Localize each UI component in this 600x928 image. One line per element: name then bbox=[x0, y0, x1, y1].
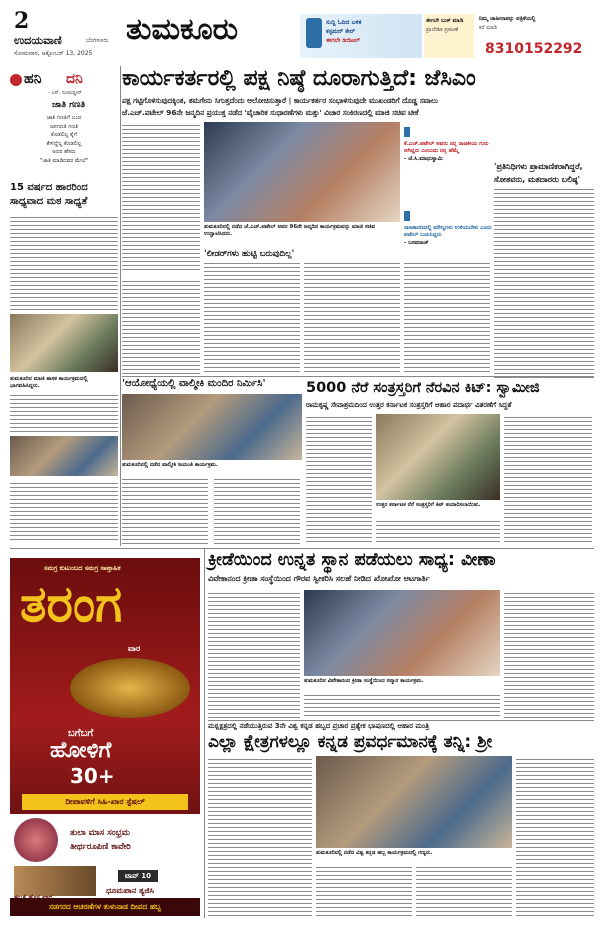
taranga-promo-4: ಟಾಪ್ 10 bbox=[125, 872, 151, 880]
side-headline-1: 'ಪ್ರತಿನಿಧಿಗಳು ಪ್ರಾಮಾಣಿಕರಾಗಿದ್ದರೆ, bbox=[494, 162, 583, 171]
poem-line: "ಜಾತಿ ಮಾಡಿದವರ ಮೇಲೆ" bbox=[39, 157, 89, 164]
story-2-body bbox=[10, 214, 118, 310]
story-4 bbox=[306, 380, 594, 546]
rule bbox=[204, 548, 205, 918]
poem-line: ಜಾತಿ ಗಣತಿಗೆ ಬಂದ bbox=[46, 115, 82, 121]
quote-icon bbox=[404, 211, 410, 221]
poem-line: ಜನಗಣತಿ ಗಣತಿ bbox=[49, 123, 79, 130]
story-4-body-2 bbox=[376, 518, 500, 544]
story-6-body-4 bbox=[516, 756, 594, 916]
quote-2-text: ರಾಜಕಾರಣದಲ್ಲಿ ಮೌಲ್ಯಗಳು ಉಳಿಯಬೇಕು ಎಂದು ಪಟೇಲ್ ಬಯಸಿದ್ದರು bbox=[404, 225, 492, 238]
lead-quote-2 bbox=[404, 206, 492, 247]
column-title-2: ದನಿ bbox=[66, 71, 83, 87]
column-title-1: ಹನಿ bbox=[24, 71, 42, 87]
lead-body-col-2 bbox=[204, 260, 300, 372]
date-line: ಸೋಮವಾರ, ಅಕ್ಟೋಬರ್ 13, 2025 bbox=[14, 50, 93, 57]
phone-number: 8310152292 bbox=[485, 41, 583, 57]
masthead-ad-2 bbox=[424, 14, 474, 58]
column-name: ಜಾತಿ ಗಣತಿ bbox=[52, 100, 86, 110]
taranga-title: ತರಂಗ bbox=[20, 574, 123, 633]
story-6-kicker: ಮಠ್ಷಕ್ಷತ್ರದಲ್ಲಿ ನಡೆಯುತ್ತಿರುವ 3ನೇ ವಿಶ್ವ ಕನ್ನಡ ಹಬ್ಬದ ಪ್ರಚಾರ ಪ್ರತ್ಯೇಕ ಭಾಷಣದಲ್ಲಿ ಆಹಾರ ಮಂತ್ರಿ bbox=[208, 722, 430, 730]
story-2-headline-2: ಸಾಧ್ಯವಾದ ಮಠ ಸಾಧ್ಯತೆ bbox=[10, 196, 88, 207]
taranga-feature-banner bbox=[22, 794, 188, 810]
taranga-feature-1: ಬಗೆಬಗೆ bbox=[68, 728, 94, 739]
story-5-body-3 bbox=[504, 590, 594, 718]
taranga-promo-1: ತುಲಾ ಮಾಸ ಸಂಭ್ರಮ bbox=[70, 828, 130, 838]
story-4-body-3 bbox=[504, 414, 592, 544]
story-4-body bbox=[306, 414, 372, 544]
story-4-headline: 5000 ನೆರೆ ಸಂತ್ರಸ್ತರಿಗೆ ನೆರವಿನ ಕಿಟ್: ಸ್ವಾಮೀಜಿ bbox=[306, 380, 540, 396]
story-5-body-2 bbox=[304, 692, 500, 718]
story-3-headline: 'ಆಯೋಧ್ಯೆಯಲ್ಲಿ ವಾಲ್ಮೀಕಿ ಮಂದಿರ ನಿರ್ಮಿಸಿ' bbox=[122, 378, 266, 389]
rule bbox=[208, 720, 594, 721]
side-story-body bbox=[494, 186, 594, 380]
lead-photo bbox=[204, 122, 400, 222]
story-6 bbox=[208, 722, 594, 920]
story-5-photo bbox=[304, 590, 500, 676]
top10-badge bbox=[118, 870, 158, 882]
taranga-footer: ಸಡಗರದ ಆಚರಣೆಗಳ ತುಳುನಾಡ ದೀಪದ ಹಬ್ಬ bbox=[49, 902, 161, 911]
story-6-body bbox=[208, 756, 312, 916]
taranga-footer-bar bbox=[10, 898, 200, 916]
story-4-deck: ರಾಮಕೃಷ್ಣ ಸೇವಾಶ್ರಮದಿಂದ ಉತ್ತರ ಕರ್ನಾಟಕ ಸಂತ್ರಸ್ತರಿಗೆ ಆಹಾರ ಪದಾರ್ಥ ವಿತರಣೆಗೆ ಸಿದ್ಧತೆ bbox=[306, 401, 512, 409]
story-2-photo-2 bbox=[10, 436, 118, 476]
story-2 bbox=[10, 182, 118, 542]
poem-line: ಕೇಳಿದ್ದೆಲ್ಲ ಕೊಡಲಿಲ್ಲ bbox=[46, 140, 82, 147]
story-3-caption: ತುಮಕೂರಿನಲ್ಲಿ ನಡೆದ ವಾಲ್ಮೀಕಿ ಜಯಂತಿ ಕಾರ್ಯಕ್ರಮ. bbox=[122, 462, 218, 468]
quote-2-by: - ಬಸವರಾಜ್ bbox=[404, 240, 429, 246]
ad-1-line-2: ಕಸ್ಟಮರ್ ಕೇರ್ bbox=[326, 28, 356, 35]
promo-photo-2 bbox=[14, 866, 96, 896]
taranga-topline: ಸಮಗ್ರ ಕುಟುಂಬದ ಸಮಗ್ರ ಸಾಪ್ತಾಹಿಕ bbox=[44, 564, 121, 572]
story-3-body bbox=[122, 476, 208, 546]
story-6-body-2 bbox=[316, 864, 412, 916]
side-story-text bbox=[494, 162, 594, 185]
story-2-caption: ತುಮಕೂರಿನ ಮಾಜಿ ಶಾಸಕ ಕಾರ್ಯಕ್ರಮದಲ್ಲಿ ಭಾಗವಹಿಸಿದ್ದರು. bbox=[10, 376, 88, 389]
paper-name: ಉದಯವಾಣಿ bbox=[14, 34, 62, 47]
quote-icon bbox=[404, 127, 410, 137]
story-5-body bbox=[208, 590, 300, 718]
lead-deck-1: ಪಕ್ಷ ಗಟ್ಟಿಗೊಳಿಸುವುದಕ್ಕಿಂತ, ತಮಗೇನು ಸಿಗುತ್ತದೆಂದು ಆಲೋಚಿಸುತ್ತಾರೆ | ಕಾರ್ಯಕರ್ತರ ಸಂಭಾಳಿಸುವುದೇ ಮುಖಂಡರಿಗೆ ದೊಡ್ಡ ಸವಾಲು bbox=[122, 96, 438, 105]
rule bbox=[10, 548, 594, 549]
rule bbox=[122, 376, 594, 377]
quote-1-text: ಕೆ.ಎಚ್.ಪಟೇಲ್ ಅವರು ನನ್ನ ರಾಜಕೀಯ ಗುರು ಆಗಿದ್ದರು ಎಂಬುದು ನನ್ನ ಹೆಮ್ಮೆ bbox=[404, 141, 489, 154]
side-headline-2: ಸೋತವರು, ಮತದಾರರು ಬಲಿಷ್ಠ' bbox=[494, 175, 580, 184]
story-3-body-2 bbox=[214, 476, 300, 546]
story-6-photo bbox=[316, 756, 512, 848]
ad-2-line-1: ಈಗಲೇ ಬುಕ್ ಮಾಡಿ bbox=[426, 18, 464, 24]
lead-body-col-5 bbox=[122, 278, 200, 374]
story-5 bbox=[208, 550, 594, 720]
story-6-headline: ಎಲ್ಲಾ ಕ್ಷೇತ್ರಗಳಲ್ಲೂ ಕನ್ನಡ ಪ್ರವರ್ಧಮಾನಕ್ಕೆ ತನ್ನಿ: ಶ್ರೀ bbox=[208, 732, 493, 752]
masthead bbox=[0, 0, 600, 62]
story-5-headline: ಕ್ರೀಡೆಯಿಂದ ಉನ್ನತ ಸ್ಥಾನ ಪಡೆಯಲು ಸಾಧ್ಯ: ವೀಣಾ bbox=[208, 550, 496, 570]
lead-photo-caption: ತುಮಕೂರಿನಲ್ಲಿ ನಡೆದ ಜೆ.ಎಚ್.ಪಟೇಲ್ ಅವರ 96ನೇ ಜನ್ಮದಿನ ಕಾರ್ಯಕ್ರಮವನ್ನು ಮಾಜಿ ಸಚಿವ ಉದ್ಘಾಟಿಸಿದರು. bbox=[204, 224, 375, 237]
story-2-photo bbox=[10, 314, 118, 372]
story-2-headline-1: 15 ವರ್ಷದ ಹಾರರಿಂದ bbox=[10, 182, 88, 193]
story-3 bbox=[122, 378, 302, 548]
story-4-caption: ಉತ್ತರ ಕರ್ನಾಟಕ ನೆರೆ ಸಂತ್ರಸ್ತರಿಗೆ ಕಿಟ್ ತಯಾರಿಸಲಾಯಿತು. bbox=[376, 502, 481, 508]
lead-body-col-3 bbox=[304, 260, 400, 372]
story-5-caption: ತುಮಕೂರಿನ ವಿವೇಕಾನಂದ ಕ್ರೀಡಾ ಸಂಸ್ಥೆಯಿಂದ ಸನ್ಮಾನ ಕಾರ್ಯಕ್ರಮ. bbox=[304, 678, 424, 684]
ad-2-line-2: ಪ್ರಾದೇಶಿಕ ಪ್ರಕಟಣೆ bbox=[426, 27, 459, 33]
taranga-feature-3: 30+ bbox=[70, 764, 115, 788]
ad-1-line-1: ಸುದ್ದಿ ಓದಿದ ಬಳಿಕ bbox=[326, 19, 362, 26]
ad-1-line-3: ಈಗಲೇ ಡಿಜಿಟಲ್ bbox=[326, 37, 360, 44]
taranga-weekly: ವಾರ bbox=[128, 644, 141, 653]
poem-line: ಅದರ ಹೆಸರು bbox=[52, 149, 76, 155]
lead-subhead: 'ಲೀಡರ್‌ಗಳು ಹುಟ್ಟಿ ಬರುವುದಿಲ್ಲ' bbox=[204, 249, 295, 259]
side-headline-box bbox=[494, 118, 594, 156]
ad-3-line-1: ನಿಮ್ಮ ಜಾಹೀರಾತನ್ನು ಪತ್ರಿಕೆಯಲ್ಲಿ bbox=[479, 16, 536, 22]
lead-body-col-1 bbox=[122, 122, 200, 272]
columnist-author: - ಎಸ್. ನೂರುದ್ದೀನ್ bbox=[48, 90, 82, 96]
masthead-ad-1 bbox=[300, 14, 422, 58]
promo-photo-1 bbox=[14, 818, 58, 862]
story-4-photo bbox=[376, 414, 500, 500]
phone-icon bbox=[306, 18, 322, 48]
taranga-ad bbox=[10, 558, 200, 916]
columnist-box bbox=[10, 70, 118, 178]
taranga-promo-5: ಧೂಮಪಾನ ತ್ಯಜಿಸಿ bbox=[106, 886, 155, 895]
story-2-body-2 bbox=[10, 392, 118, 432]
story-2-body-3 bbox=[10, 480, 118, 540]
page-number: 2 bbox=[14, 8, 30, 34]
edition: ಬೆಂಗಳೂರು bbox=[86, 37, 109, 44]
taranga-feature-2: ಹೋಳಿಗೆ bbox=[50, 738, 112, 763]
story-6-caption: ತುಮಕೂರಿನಲ್ಲಿ ನಡೆದ ವಿಶ್ವ ಕನ್ನಡ ಹಬ್ಬ ಕಾರ್ಯಕ್ರಮದಲ್ಲಿ ಗಣ್ಯರು. bbox=[316, 850, 433, 856]
section-title: ತುಮಕೂರು bbox=[126, 12, 239, 47]
poem bbox=[10, 114, 118, 165]
taranga-feature-4: ದೀಪಾವಳಿಗೆ ಸಿಹಿ-ಖಾರ ಸ್ಪೆಷಲ್ bbox=[65, 797, 145, 806]
heart-icon bbox=[10, 74, 22, 86]
rule bbox=[120, 66, 121, 546]
food-image bbox=[70, 658, 190, 718]
quote-1-by: - ಜೆ.ಸಿ.ಮಾಧುಸ್ವಾಮಿ bbox=[404, 156, 443, 162]
story-5-deck: ವಿವೇಕಾನಂದ ಕ್ರೀಡಾ ಸಂಸ್ಥೆಯಿಂದ ಗೌರವ ಸ್ವೀಕರಿಸಿ ಸಲಹೆ ನೀಡಿದ ಖೋಖೋ ಆಟಗಾರ್ತಿ bbox=[208, 574, 430, 583]
ad-3-line-2: ಕರೆ ಮಾಡಿ bbox=[479, 25, 497, 31]
lead-deck-2: ಜೆ.ಎಚ್.ಪಟೇಲ್ 96ನೇ ಜನ್ಮದಿನ ಪ್ರಯುಕ್ತ ನಡೆದ 'ವೈಚಾರಿಕ ಸುಧಾರಣೆಗಳು ಮತ್ತು' ವಿಚಾರ ಸಂಕಿರಣದಲ್ಲಿ ಮಾಜಿ ಸಚಿವ ಟೀಕೆ bbox=[122, 108, 419, 117]
lead-quote-1 bbox=[404, 122, 492, 163]
story-3-photo bbox=[122, 394, 302, 460]
story-6-body-3 bbox=[416, 864, 512, 916]
taranga-promo-2: ತೀರ್ಥರೂಪಿಣಿ ಕಾವೇರಿ bbox=[70, 842, 131, 852]
lead-body-col-4 bbox=[404, 260, 490, 372]
lead-headline: ಕಾರ್ಯಕರ್ತರಲ್ಲಿ ಪಕ್ಷ ನಿಷ್ಠೆ ದೂರಾಗುತ್ತಿದೆ: ಜೆಸಿಎಂ bbox=[122, 66, 476, 91]
poem-line: ಕೊಡಲಿಲ್ಲ ಕೈಗೆ bbox=[51, 132, 77, 138]
masthead-ad-3 bbox=[477, 14, 593, 58]
